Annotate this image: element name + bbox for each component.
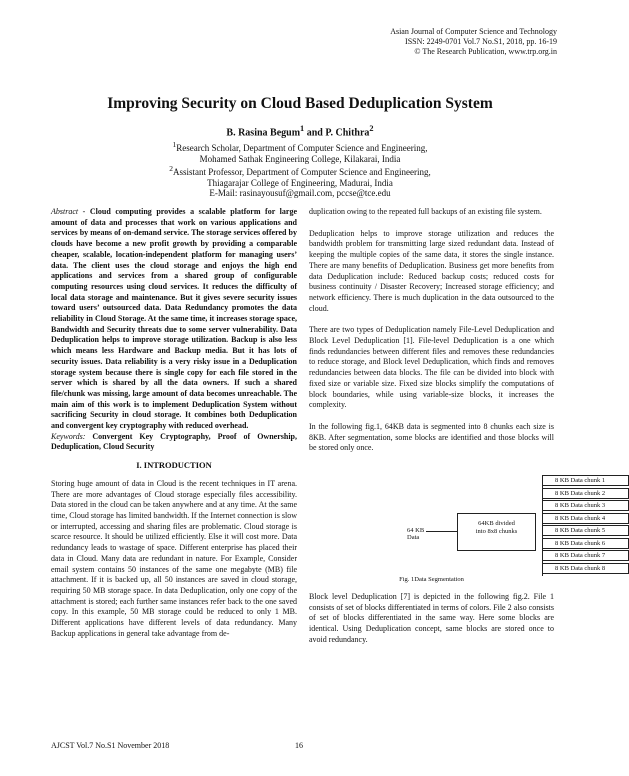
figure-chunk: 8 KB Data chunk 1 [543, 475, 629, 486]
aff-2-line-1: Assistant Professor, Department of Computer Science and Engineering, [172, 167, 431, 178]
figure-data-label [407, 527, 424, 541]
author-block [0, 124, 600, 199]
affiliation-2 [0, 164, 600, 178]
abstract-text: Cloud computing provides a scalable platform for large amount of data and processes that work on various applications and services by means of on-demand service. The storage services offered by clouds have become a new profit growth by providing a comparable cheaper, scalable, location-independent platform for managing users’ data. The client uses the cloud storage and enjoys the high end applications and services from a shared group of configurable computing resources using cloud services. It reduces the difficulty of local data storage and maintenance. But it gives severe security issues toward users’ outsourced data. Data Redundancy promotes the data reliability in Cloud Storage. At the same time, it increases storage space, Bandwidth and Security threats due to some server vulnerability. Data Deduplication helps to improve storage utilization. Backup is also less which means less Hardware and Backup media. But it has lots of security issues. Data reliability is a very risky issue in a Deduplication storage system because there is single copy for each file stored in the server which is shared by all the data owners. If such a shared file/chunk was missing, large amount of data becomes unreachable. The main aim of this work is to implement Deduplication System without sacrificing Security in cloud storage. It combines both Deduplication and convergent key cryptography with reduced overhead. [51, 207, 297, 431]
figure-chunk: 8 KB Data chunk 4 [543, 513, 629, 524]
publisher-line: © The Research Publication, www.trp.org.in [414, 47, 557, 56]
figure-chunk: 8 KB Data chunk 7 [543, 550, 629, 561]
left-column [51, 207, 297, 639]
keywords-text: Convergent Key Cryptography, Proof of Ownership, Deduplication, Cloud Security [51, 431, 297, 452]
figure-chunk: 8 KB Data chunk 3 [543, 500, 629, 511]
abstract-label: Abstract - [51, 207, 86, 216]
figure-segment-line-2: into 8x8 chunks [475, 528, 518, 536]
section-heading-introduction: I. INTRODUCTION [136, 460, 212, 471]
author-2: P. Chithra [325, 127, 370, 139]
figure-data-word: Data [407, 534, 420, 542]
aff-1-line-1: Research Scholar, Department of Computer Science and Engineering, [176, 142, 428, 153]
aff-2-line-2: Thiagarajar College of Engineering, Madurai, India [207, 177, 393, 188]
footer-journal-issue: AJCST Vol.7 No.S1 November 2018 [51, 741, 170, 750]
figure-segment-line-1: 64KB divided [478, 520, 515, 528]
figure-caption: Fig. 1Data Segmentation [399, 576, 464, 584]
author-email: E-Mail: rasinayousuf@gmail.com, pccse@tce.edu [209, 188, 391, 199]
keywords-label: Keywords: [51, 431, 86, 441]
author-1: B. Rasina Begum [226, 127, 301, 139]
figure-chunk: 8 KB Data chunk 6 [543, 538, 629, 549]
right-paragraph-4: In the following fig.1, 64KB data is segmented into 8 chunks each size is 8KB. After segmentation, some blocks are identified and those blocks will be stored only once. [309, 421, 554, 453]
right-paragraph-1: duplication owing to the repeated full backups of an existing file system. [309, 207, 542, 216]
journal-name: Asian Journal of Computer Science and Technology [390, 27, 557, 36]
figure-data-size: 64 KB [407, 527, 425, 535]
aff-1-sup: 1 [172, 139, 177, 149]
figure-chunk-list [543, 475, 629, 575]
aff-1-line-2: Mohamed Sathak Engineering College, Kilakarai, India [199, 153, 401, 164]
figure-segment-box [457, 513, 536, 551]
right-paragraph-3: There are two types of Deduplication namely File-Level Deduplication and Block Level Deduplication [1]. File-level Deduplication is a one which finds redundancies between different files and removes these redundancies to reduce storage, and Block level Deduplication, which finds and removes redundancies between data blocks. The file can be divided into block with fixed size or variable size. Fixed size blocks simplify the computations of block boundaries, while using variable-size blocks, it increases the complexity. [309, 325, 554, 410]
right-paragraph-5: Block level Deduplication [7] is depicted in the following fig.2. File 1 consists of set of blocks differentiated in terms of colors. File 2 also consists of set of blocks differentiated in the same way. Here some blocks are identical. Using Deduplication concept, same blocks are stored once to avoid redundancy. [309, 592, 554, 644]
abstract [51, 207, 297, 432]
introduction-paragraph: Storing huge amount of data in Cloud is the recent techniques in IT arena. There are more advantages of Cloud storage especially files accessibility. Data stored in the cloud can be taken anywhere and at any time. At the same time, Cloud storage has limited bandwidth. If the Internet connection is slow or interrupted, accessing and sharing files are problematic. Cloud storage is scarce resource. It should be utilized efficiently. Else it will cost more. Data redundancy leads to wastage of space. Different enterprise has placed their data in Cloud. Many data are redundant in nature. For Example, Consider email system contains 50 instances of the same one megabyte (MB) file attachment. If it is backed up, all 50 instances are saved in cloud storage, requiring 50 MB storage space. In data Deduplication, only one copy of the attachment is stored; each further same instances refer back to the one saved copy. In this example, 50 MB storage could be reduced to only 1 MB. Different applications have different levels of data redundancy. Many Backup applications in general take advantage from de- [51, 478, 297, 638]
author-2-sup: 2 [369, 124, 374, 133]
author-1-sup: 1 [300, 124, 305, 133]
footer-page-number: 16 [295, 741, 303, 750]
affiliation-1 [0, 140, 600, 154]
aff-2-sup: 2 [169, 164, 173, 174]
author-and: and [304, 127, 326, 139]
paper-title: Improving Security on Cloud Based Deduplication System [107, 95, 493, 112]
keywords [51, 432, 297, 453]
author-names [0, 124, 600, 139]
right-column [309, 207, 606, 646]
journal-header [390, 27, 557, 57]
figure-arrow-line [426, 531, 457, 532]
figure-data-segmentation [309, 463, 606, 584]
issn-line: ISSN: 2249-0701 Vol.7 No.S1, 2018, pp. 16-19 [405, 37, 557, 46]
figure-chunk: 8 KB Data chunk 5 [543, 525, 629, 536]
figure-chunk: 8 KB Data chunk 2 [543, 488, 629, 499]
right-paragraph-2: Deduplication helps to improve storage utilization and reduces the bandwidth problem for transmitting large sized redundant data. Instead of keeping the multiple copies of the same data, it stores the single instance. There are many benefits of Deduplication. Business get more benefits from data Deduplication include: Reduced backup costs; reduced costs for business continuity / Disaster Recovery; Increased storage efficiency; and network efficiency. There is much duplication in the data outsourced to the cloud. [309, 228, 554, 313]
figure-chunk: 8 KB Data chunk 8 [543, 563, 629, 574]
